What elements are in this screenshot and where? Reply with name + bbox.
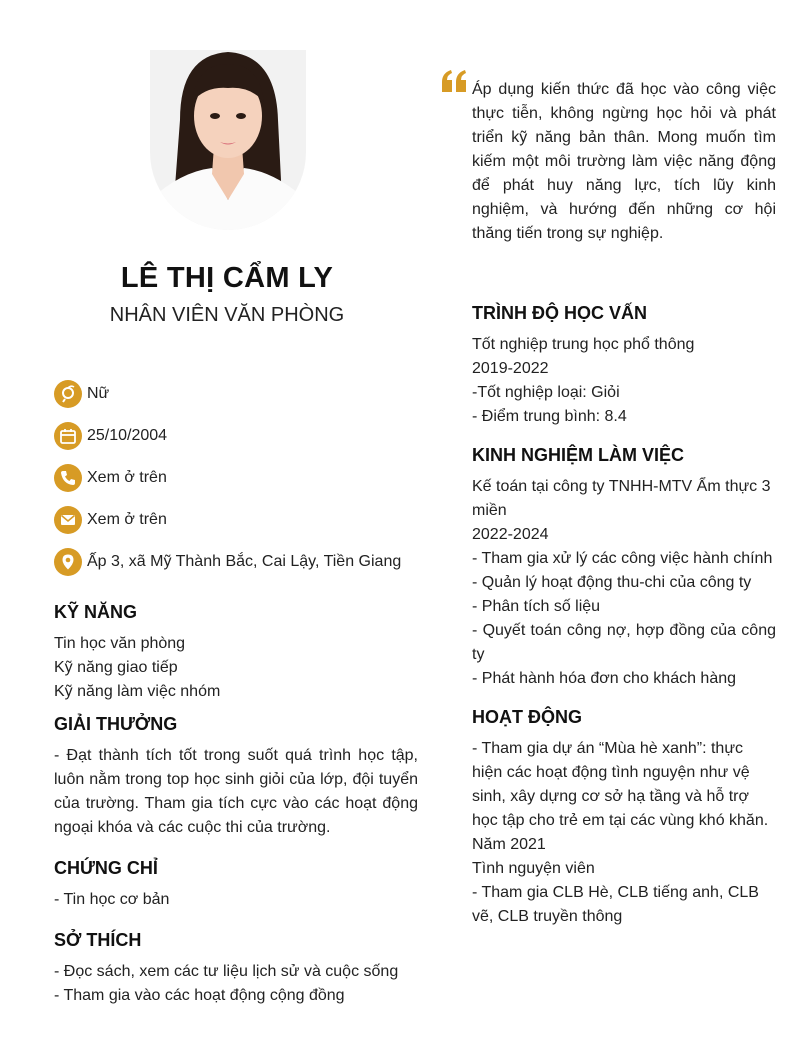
hobbies-section [54, 930, 418, 1008]
contact-address [54, 541, 434, 583]
birthday-value: 25/10/2004 [87, 427, 168, 444]
skill-item: Tin học văn phòng [54, 635, 186, 652]
gender-icon [54, 380, 82, 408]
address-value: Ấp 3, xã Mỹ Thành Bắc, Cai Lậy, Tiền Giang [87, 553, 402, 570]
experience-duty: - Phân tích số liệu [472, 598, 601, 615]
contact-gender [54, 373, 434, 415]
education-line: - Điểm trung bình: 8.4 [472, 408, 627, 425]
education-title: TRÌNH ĐỘ HỌC VẤN [472, 303, 647, 323]
activities-title: HOẠT ĐỘNG [472, 707, 582, 727]
education-line: Tốt nghiệp trung học phổ thông [472, 336, 695, 353]
experience-title: KINH NGHIỆM LÀM VIỆC [472, 445, 685, 465]
awards-title: GIẢI THƯỞNG [54, 714, 178, 734]
activities-year: Năm 2021 [472, 836, 546, 853]
education-section [472, 303, 776, 429]
contact-email [54, 499, 434, 541]
experience-duty: - Quyết toán công nợ, hợp đồng của công ty [472, 622, 776, 663]
activities-section [472, 707, 776, 929]
education-line: -Tốt nghiệp loại: Giỏi [472, 384, 620, 401]
awards-section [54, 714, 418, 840]
phone-value: Xem ở trên [87, 469, 167, 486]
skills-title: KỸ NĂNG [54, 602, 138, 622]
experience-duty: - Phát hành hóa đơn cho khách hàng [472, 670, 737, 687]
certificates-title: CHỨNG CHỈ [54, 858, 158, 878]
skills-section [54, 602, 418, 704]
awards-text: - Đạt thành tích tốt trong suốt quá trình học tập, luôn nằm trong top học sinh giỏi của lớp, đội tuyển của trường. Tham gia tích cực vào các hoạt động ngoại khóa và các cuộc thi của trường. [54, 747, 418, 836]
career-objective: Áp dụng kiến thức đã học vào công việc thực tiễn, không ngừng học hỏi và phát triển kỹ năng bản thân. Mong muốn tìm kiếm một môi trường làm việc năng động để phát huy năng lực, tích lũy kinh nghiệm, và hướng đến những cơ hội thăng tiến trong sự nghiệp. [472, 81, 776, 242]
skill-item: Kỹ năng làm việc nhóm [54, 683, 221, 700]
contact-birthday [54, 415, 434, 457]
experience-period: 2022-2024 [472, 526, 549, 543]
experience-company: Kế toán tại công ty TNHH-MTV Ẩm thực 3 miền [472, 478, 771, 519]
experience-duty: - Tham gia xử lý các công việc hành chính [472, 550, 773, 567]
quote-icon [440, 68, 470, 99]
contact-phone [54, 457, 434, 499]
portrait-photo-icon [150, 50, 306, 230]
profile-photo [150, 50, 306, 230]
certificate-item: - Tin học cơ bản [54, 891, 170, 908]
certificates-section [54, 858, 418, 912]
location-icon [54, 548, 82, 576]
candidate-name: LÊ THỊ CẨM LY [120, 262, 334, 294]
hobby-item: - Tham gia vào các hoạt động cộng đồng [54, 987, 345, 1004]
experience-duty: - Quản lý hoạt động thu-chi của công ty [472, 574, 752, 591]
calendar-icon [54, 422, 82, 450]
skill-item: Kỹ năng giao tiếp [54, 659, 178, 676]
phone-icon [54, 464, 82, 492]
hobby-item: - Đọc sách, xem các tư liệu lịch sử và cuộc sống [54, 963, 399, 980]
gender-value: Nữ [87, 385, 110, 402]
job-title: NHÂN VIÊN VĂN PHÒNG [109, 304, 345, 326]
experience-section [472, 445, 776, 691]
activities-description: - Tham gia dự án “Mùa hè xanh”: thực hiện các hoạt động tình nguyện như vệ sinh, xây dựng cơ sở hạ tầng và hỗ trợ học tập cho trẻ em tại các vùng khó khăn. [472, 740, 769, 829]
hobbies-title: SỞ THÍCH [54, 930, 142, 950]
contact-list [54, 373, 434, 583]
education-line: 2019-2022 [472, 360, 549, 377]
email-value: Xem ở trên [87, 511, 167, 528]
activities-role: Tình nguyện viên [472, 860, 595, 877]
activities-clubs: - Tham gia CLB Hè, CLB tiếng anh, CLB vẽ, CLB truyền thông [472, 884, 759, 925]
email-icon [54, 506, 82, 534]
